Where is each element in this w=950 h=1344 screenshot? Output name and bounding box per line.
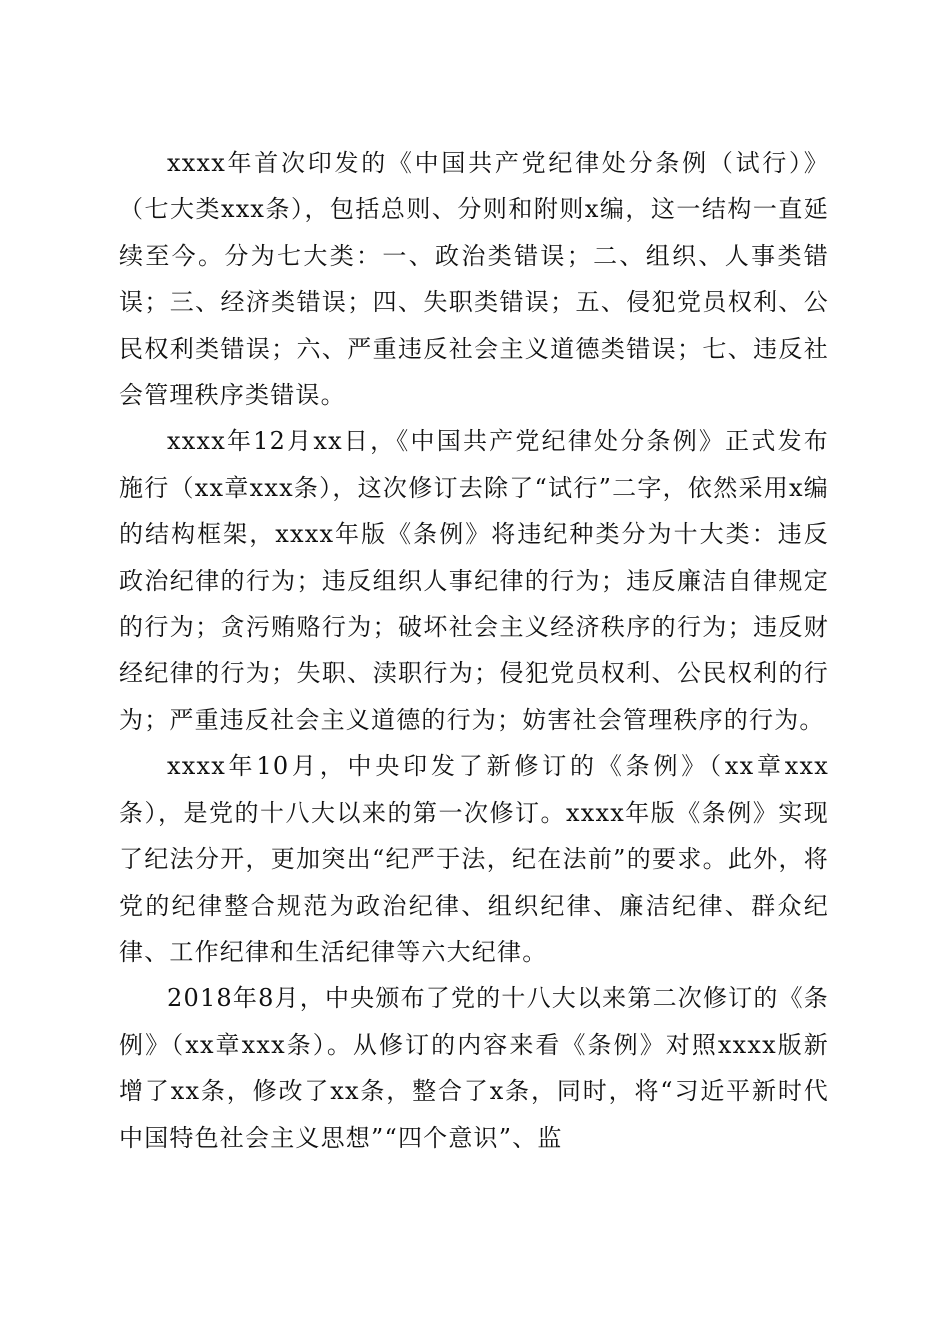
paragraph-3: xxxx年10月，中央印发了新修订的《条例》（xx章xxx条），是党的十八大以来的第一次修订。xxxx年版《条例》实现了纪法分开，更加突出“纪严于法，纪在法前”的要求。此外，将党的纪律整合规范为政治纪律、组织纪律、廉洁纪律、群众纪律、工作纪律和生活纪律等六大纪律。 — [119, 752, 829, 966]
paragraph-1: xxxx年首次印发的《中国共产党纪律处分条例（试行）》（七大类xxx条），包括总则、分则和附则x编，这一结构一直延续至今。分为七大类：一、政治类错误；二、组织、人事类错误；三、经济类错误；四、失职类错误；五、侵犯党员权利、公民权利类错误；六、严重违反社会主义道德类错误；七、违反社会管理秩序类错误。 — [119, 149, 829, 410]
paragraph-2: xxxx年12月xx日，《中国共产党纪律处分条例》正式发布施行（xx章xxx条），这次修订去除了“试行”二字，依然采用x编的结构框架，xxxx年版《条例》将违纪种类分为十大类：违反政治纪律的行为；违反组织人事纪律的行为；违反廉洁自律规定的行为；贪污贿赂行为；破坏社会主义经济秩序的行为；违反财经纪律的行为；失职、渎职行为；侵犯党员权利、公民权利的行为；严重违反社会主义道德的行为；妨害社会管理秩序的行为。 — [119, 427, 829, 734]
paragraph-4: 2018年8月，中央颁布了党的十八大以来第二次修订的《条例》（xx章xxx条）。从修订的内容来看《条例》对照xxxx版新增了xx条，修改了xx条，整合了x条，同时，将“习近平新时代中国特色社会主义思想”“四个意识”、监 — [119, 984, 829, 1152]
document-body — [119, 140, 829, 1161]
